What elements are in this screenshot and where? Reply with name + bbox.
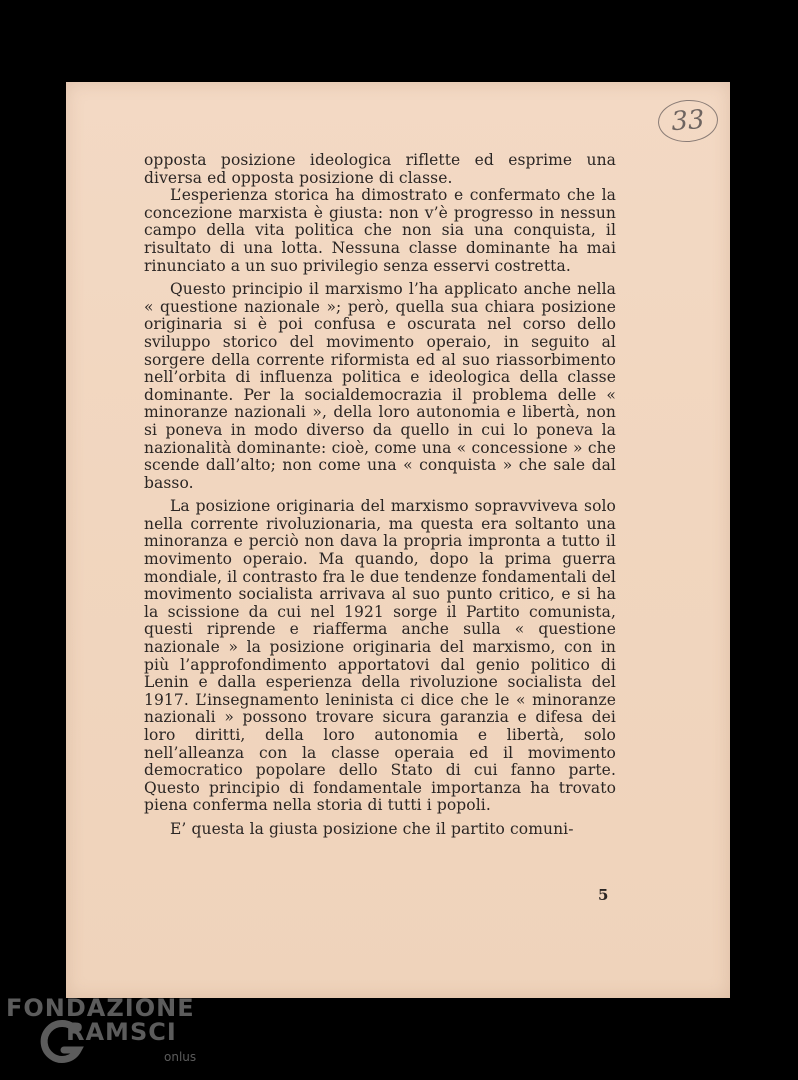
- logo-suffix: onlus: [164, 1050, 197, 1064]
- fondazione-gramsci-logo: [6, 994, 206, 1074]
- paragraph: opposta posizione ideologica riflette ed esprime una diversa ed opposta posizione di classe.: [144, 151, 616, 187]
- paragraph: Questo principio il marxismo l’ha applicato anche nella « questione nazionale »; però, quella sua chiara posizione originaria si è poi confusa e oscurata nel corso dello sviluppo storico del movimento operaio, in seguito al sorgere della corrente riformista ed al suo riassorbimento nell’orbita di influenza politica e ideologica della classe dominante. Per la socialdemocrazia il problema delle « minoranze nazionali », della loro autonomia e libertà, non si poneva in modo diverso da quello in cui lo poneva la nazionalità dominante: cioè, come una « concessione » che scende dall’alto; non come una « conquista » che sale dal basso.: [144, 280, 616, 492]
- logo-line2: RAMSCI: [66, 1018, 177, 1046]
- page-number: 5: [598, 886, 609, 904]
- document-page: [66, 82, 730, 998]
- paragraph: La posizione originaria del marxismo sopravviveva solo nella corrente rivoluzionaria, ma questa era soltanto una minoranza e perciò non dava la propria impronta a tutto il movimento operaio. Ma quando, dopo la prima guerra mondiale, il contrasto fra le due tendenze fondamentali del movimento socialista arrivava al suo punto critico, e si ha la scissione da cui nel 1921 sorge il Partito comunista, questi riprende e riafferma anche sulla « questione nazionale » la posizione originaria del marxismo, con in più l’approfondimento apportatovi dal genio politico di Lenin e dalla esperienza della rivoluzione socialista del 1917. L’insegnamento leninista ci dice che le « minoranze nazionali » possono trovare sicura garanzia e difesa dei loro diritti, della loro autonomia e libertà, solo nell’alleanza con la classe operaia ed il movimento democratico popolare dello Stato di cui fanno parte. Questo principio di fondamentale importanza ha trovato piena conferma nella storia di tutti i popoli.: [144, 497, 616, 815]
- paragraph: L’esperienza storica ha dimostrato e confermato che la concezione marxista è giusta: non v’è progresso in nessun campo della vita politica che non sia una conquista, il risultato di una lotta. Nessuna classe dominante ha mai rinunciato a un suo privilegio senza esservi costretta.: [144, 186, 616, 275]
- handwritten-page-mark: 33: [657, 98, 720, 144]
- logo-line1: FONDAZIONE: [6, 994, 195, 1022]
- body-text: [144, 152, 616, 839]
- paragraph: E’ questa la giusta posizione che il partito comuni-: [170, 819, 574, 838]
